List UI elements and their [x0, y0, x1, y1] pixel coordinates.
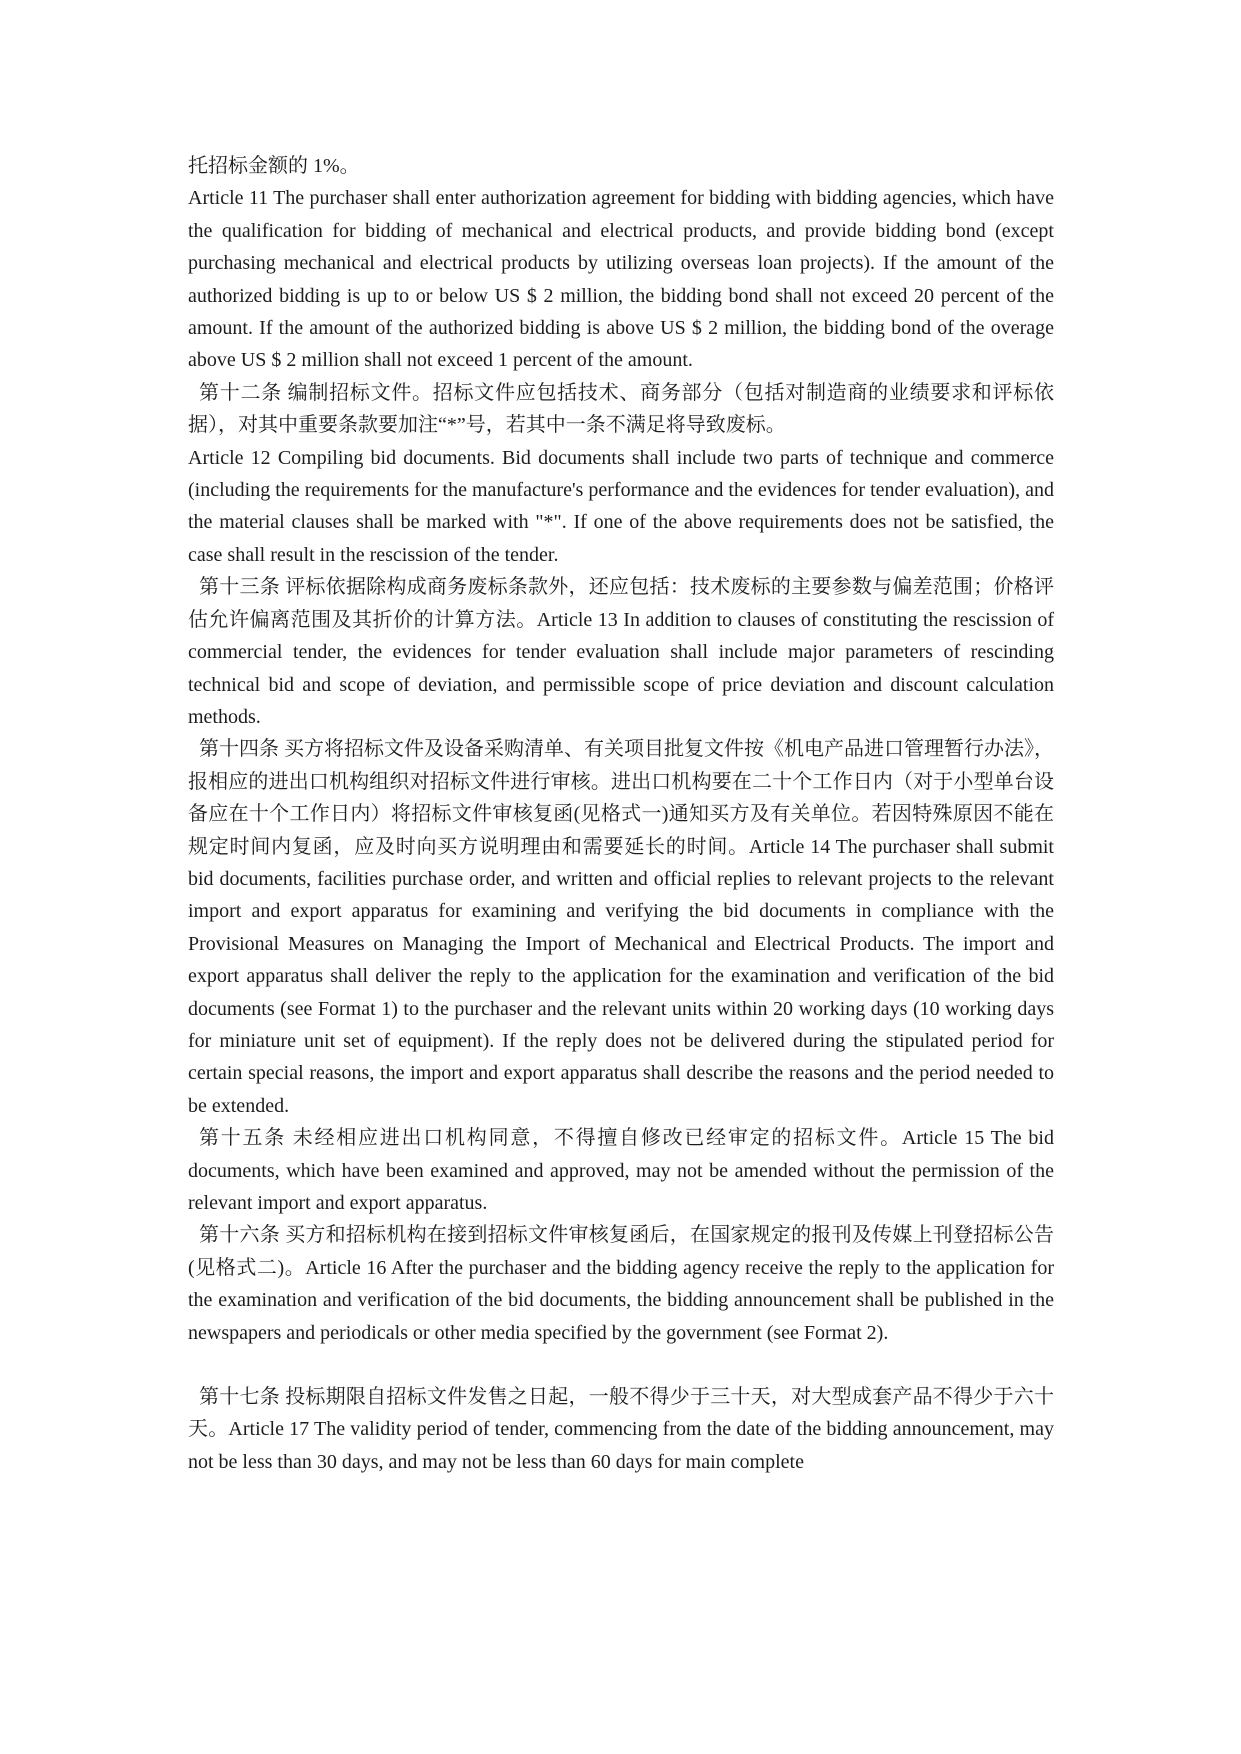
paragraph-article-15: 第十五条 未经相应进出口机构同意，不得擅自修改已经审定的招标文件。Article 15 The bid documents, which have been examined and approved, may not be amended without the permission of the relevant import and export apparatus. — [188, 1127, 1054, 1214]
paragraph-article-14: 第十四条 买方将招标文件及设备采购清单、有关项目批复文件按《机电产品进口管理暂行办法》，报相应的进出口机构组织对招标文件进行审核。进出口机构要在二十个工作日内（对于小型单台设备应在十个工作日内）将招标文件审核复函(见格式一)通知买方及有关单位。若因特殊原因不能在规定时间内复函，应及时向买方说明理由和需要延长的时间。Article 14 The purchaser shall submit bid documents, facilities purchase order, and written and official replies to relevant projects to the relevant import and export apparatus for examining and verifying the bid documents in compliance with the Provisional Measures on Managing the Import of Mechanical and Electrical Products. The import and export apparatus shall deliver the reply to the application for the examination and verification of the bid documents (see Format 1) to the purchaser and the relevant units within 20 working days (10 working days for miniature unit set of equipment). If the reply does not be delivered during the stipulated period for certain special reasons, the import and export apparatus shall describe the reasons and the period needed to be extended. — [188, 738, 1054, 1117]
paragraph-article-11-en: Article 11 The purchaser shall enter authorization agreement for bidding with bidding agencies, which have the qualification for bidding of mechanical and electrical products, and provide bidding bond (except purchasing mechanical and electrical products by utilizing overseas loan projects). If the amount of the authorized bidding is up to or below US $ 2 million, the bidding bond shall not exceed 20 percent of the amount. If the amount of the authorized bidding is above US $ 2 million, the bidding bond of the overage above US $ 2 million shall not exceed 1 percent of the amount. — [188, 187, 1054, 372]
paragraph-article-12-en: Article 12 Compiling bid documents. Bid documents shall include two parts of technique and commerce (including the requirements for the manufacture's performance and the evidences for tender evaluation), and the material clauses shall be marked with "*". If one of the above requirements does not be satisfied, the case shall result in the rescission of the tender. — [188, 446, 1054, 566]
paragraph-article-17: 第十七条 投标期限自招标文件发售之日起，一般不得少于三十天，对大型成套产品不得少于六十天。Article 17 The validity period of tender, commencing from the date of the bidding announcement, may not be less than 30 days, and may not be less than 60 days for main complete — [188, 1386, 1054, 1473]
paragraph-article-16: 第十六条 买方和招标机构在接到招标文件审核复函后，在国家规定的报刊及传媒上刊登招标公告(见格式二)。Article 16 After the purchaser and the bidding agency receive the reply to the application for the examination and verification of the bid documents, the bidding announcement shall be published in the newspapers and periodicals or other media specified by the government (see Format 2). — [188, 1224, 1054, 1344]
document-body — [188, 150, 1054, 1478]
paragraph-article-12-zh: 第十二条 编制招标文件。招标文件应包括技术、商务部分（包括对制造商的业绩要求和评标依据），对其中重要条款要加注“*”号，若其中一条不满足将导致废标。 — [188, 381, 1054, 437]
paragraph-article-10-tail: 托招标金额的 1%。 — [188, 155, 360, 177]
paragraph-article-13: 第十三条 评标依据除构成商务废标条款外，还应包括：技术废标的主要参数与偏差范围；价格评估允许偏离范围及其折价的计算方法。Article 13 In addition to clauses of constituting the rescission of commercial tender, the evidences for tender evaluation shall include major parameters of rescinding technical bid and scope of deviation, and permissible scope of price deviation and discount calculation methods. — [188, 576, 1054, 728]
paragraph-gap — [188, 1349, 1054, 1381]
